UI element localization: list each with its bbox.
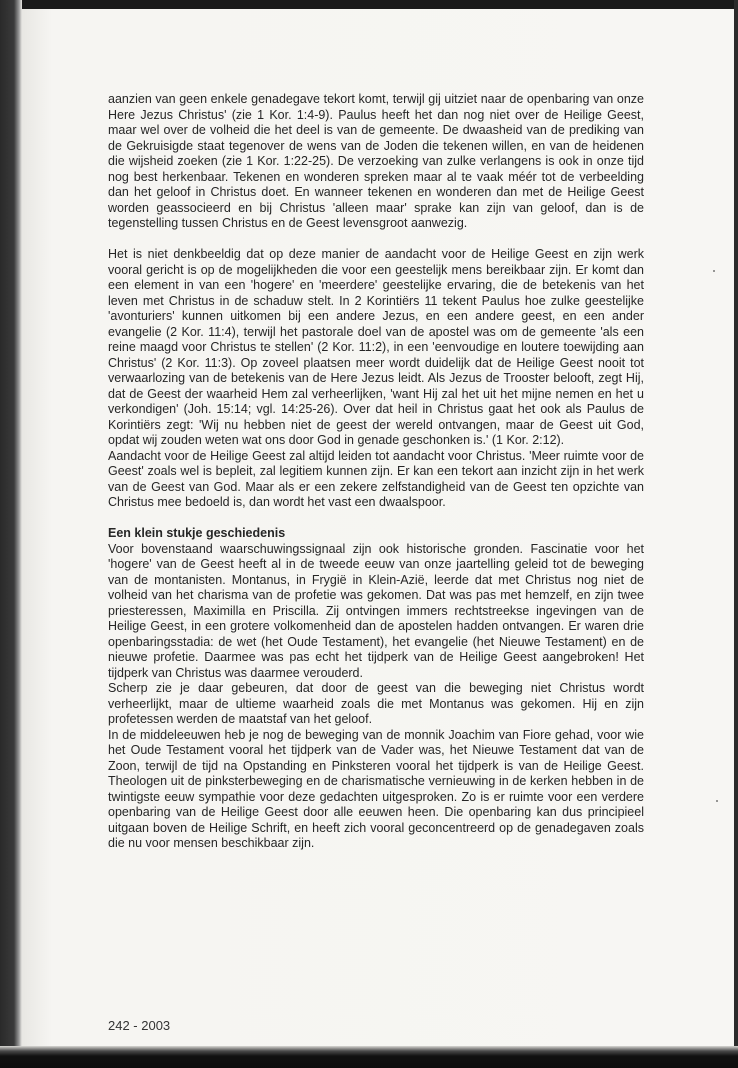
scan-border-left bbox=[0, 0, 22, 1068]
paragraph-gap bbox=[108, 511, 644, 527]
paragraph: In de middeleeuwen heb je nog de beweging van de monnik Joachim van Fiore gehad, voor wie het Oude Testament vooral het tijdperk van de Vader was, het Nieuwe Testament dat van de Zoon, terwijl de tijd na Opstanding en Pinksteren vooral het tijdperk is van de Heilige Geest. Theologen uit de pinksterbeweging en de charismatische vernieuwing in de kerken hebben in de twintigste eeuw sympathie voor deze gedachten uitgesproken. Zo is er ruimte voor een verdere openbaring van de Heilige Geest door alle eeuwen heen. Die openbaring kan dus principieel uitgaan boven de Heilige Schrift, en heeft zich vooral geconcentreerd op de genadegaven zoals die nu voor mensen beschikbaar zijn. bbox=[108, 727, 644, 850]
scan-speck bbox=[716, 800, 718, 802]
paragraph: Aandacht voor de Heilige Geest zal altijd leiden tot aandacht voor Christus. 'Meer ruimte voor de Geest' zoals wel is bepleit, zal legitiem kunnen zijn. Er kan een tekort aan inzicht zijn in het werk van de Geest van God. Maar als er een zekere zelfstandigheid van de Geest ten opzichte van Christus mee bedoeld is, dan wordt het vast een dwaalspoor. bbox=[108, 448, 644, 509]
scan-border-bottom bbox=[0, 1046, 738, 1068]
paragraph: Scherp zie je daar gebeuren, dat door de geest van die beweging niet Christus wordt verheerlijkt, maar de ultieme waarheid zoals die met Montanus was gekomen. Hij en zijn profetessen werden de maatstaf van het geloof. bbox=[108, 681, 644, 726]
article-body bbox=[108, 92, 644, 852]
paragraph-gap bbox=[108, 232, 644, 248]
scan-border-right bbox=[734, 0, 738, 1068]
paragraph: aanzien van geen enkele genadegave tekort komt, terwijl gij uitziet naar de openbaring van onze Here Jezus Christus' (zie 1 Kor. 1:4-9). Paulus heeft het dan nog niet over de Heilige Geest, maar wel over de volheid die het deel is van de gemeente. De dwaasheid van de prediking van de Gekruisigde staat tegenover de wens van de Joden die tekenen willen, en van de heidenen die wijsheid zoeken (zie 1 Kor. 1:22-25). De verzoeking van zulke verlangens is ook in onze tijd nog best herkenbaar. Tekenen en wonderen spreken maar al te vaak méér tot de verbeelding dan het geloof in Christus doet. En wanneer tekenen en wonderen dan met de Heilige Geest worden geassocieerd en bij Christus 'alleen maar' sprake kan zijn van geloof, dan is de tegenstelling tussen Christus en de Geest levensgroot aanwezig. bbox=[108, 92, 644, 230]
scan-speck bbox=[713, 270, 715, 272]
section-heading: Een klein stukje geschiedenis bbox=[108, 526, 286, 540]
paragraph: Het is niet denkbeeldig dat op deze manier de aandacht voor de Heilige Geest en zijn werk vooral gericht is op de mogelijkheden die voor een geestelijk mens bereikbaar zijn. Er komt dan een element in van een 'hogere' en 'meerdere' geestelijke ervaring, die de betekenis van het leven met Christus in de schaduw stelt. In 2 Korintiërs 11 tekent Paulus hoe zulke geestelijke 'avonturiers' kunnen uitkomen bij een andere Jezus, en een andere geest, en een ander evangelie (2 Kor. 11:4), terwijl het pastorale doel van de apostel was om de gemeente 'als een reine maagd voor Christus te stellen' (2 Kor. 11:2), in een 'eenvoudige en loutere toewijding aan Christus' (2 Kor. 11:3). Op zoveel plaatsen meer wordt duidelijk dat de Heilige Geest nooit tot verwaarlozing van de betekenis van de Here Jezus leidt. Als Jezus de Trooster belooft, zegt Hij, dat de Geest der waarheid Hem zal verheerlijken, 'want Hij zal het uit het mijne nemen en het u verkondigen' (Joh. 15:14; vgl. 14:25-26). Over dat heil in Christus gaat het ook als Paulus de Korintiërs zegt: 'Wij nu hebben niet de geest der wereld ontvangen, maar de Geest uit God, opdat wij zouden weten wat ons door God in genade geschonken is.' (1 Kor. 2:12). bbox=[108, 247, 644, 447]
scan-border-top bbox=[0, 0, 738, 9]
page-number: 242 - 2003 bbox=[108, 1018, 171, 1033]
paragraph: Voor bovenstaand waarschuwingssignaal zijn ook historische gronden. Fascinatie voor het 'hogere' van de Geest heeft al in de tweede eeuw van onze jaartelling geleid tot de beweging van de montanisten. Montanus, in Frygië in Klein-Azië, leerde dat met Christus nog niet de volheid van het charisma van de profetie was gekomen. Dat was pas met hemzelf, en zijn twee priesteressen, Maximilla en Priscilla. Zij ontvingen immers rechtstreekse ingevingen van de Heilige Geest, in een grotere volkomenheid dan de apostelen hadden ontvangen. Er waren drie openbaringsstadia: de wet (het Oude Testament), het evangelie (het Nieuwe Testament) en de nieuwe profetie. Daarmee was pas echt het tijdperk van de Heilige Geest aangebroken! Het tijdperk van Christus was daarmee verouderd. bbox=[108, 541, 644, 680]
